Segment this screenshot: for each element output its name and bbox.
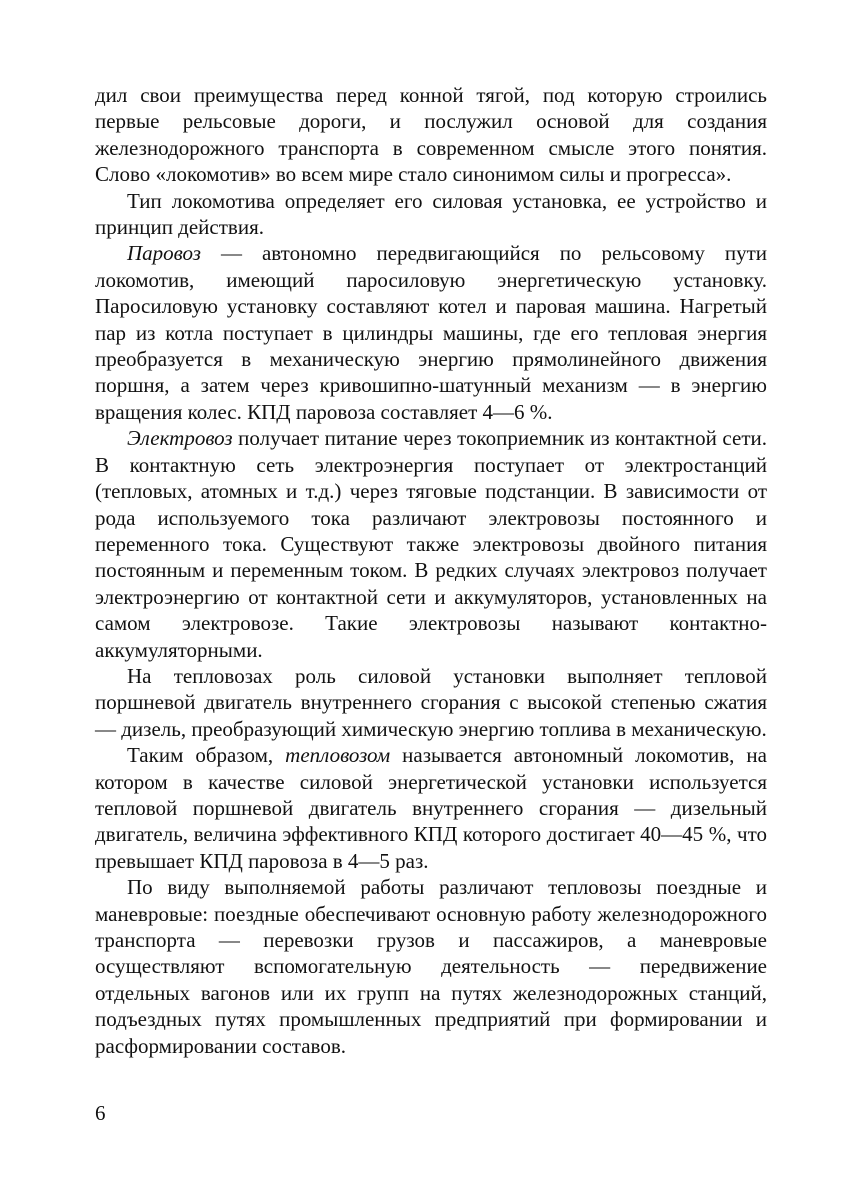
paragraph-text: Таким образом, bbox=[127, 743, 286, 768]
term-steam-locomotive: Паровоз bbox=[127, 241, 201, 266]
paragraph-text: называется автономный локомотив, на котором в качестве силовой энергетической установки используется тепловой поршневой двигатель внутреннего сгорания — дизельный двигатель, величина эффективного КПД которого достигает 40—45 %, что превышает КПД паровоза в 4—5 раз. bbox=[95, 743, 767, 873]
paragraph-continuation bbox=[95, 82, 767, 188]
paragraph-locomotive-type bbox=[95, 188, 767, 241]
paragraph-text: дил свои преимущества перед конной тягой, под которую строились первые рельсовые дороги, и послужил основой для создания железнодорожного транспорта в современном смысле этого понятия. Слово «локомотив» во всем мире стало синонимом силы и прогресса». bbox=[95, 83, 767, 187]
term-electric-locomotive: Электровоз bbox=[127, 426, 233, 451]
paragraph-text: получает питание через токоприемник из контактной сети. В контактную сеть электроэнергия поступает от электростанций (тепловых, атомных и т.д.) через тяговые подстанции. В зависимости от рода используемого тока различают электровозы постоянного и переменного тока. Существуют также электровозы двойного питания постоянным и переменным током. В редких случаях электровоз получает электроэнергию от контактной сети и аккумуляторов, установленных на самом электровозе. Такие электровозы называют контактно-аккумуляторными. bbox=[95, 426, 767, 662]
paragraph-diesel-locomotive bbox=[95, 742, 767, 874]
paragraph-locomotive-kinds bbox=[95, 874, 767, 1059]
page-number: 6 bbox=[95, 1101, 106, 1125]
paragraph-steam-locomotive bbox=[95, 240, 767, 425]
paragraph-text: По виду выполняемой работы различают тепловозы поездные и маневровые: поездные обеспечивают основную работу железнодорожного транспорта — перевозки грузов и пассажиров, а маневровые осуществляют вспомогательную деятельность — передвижение отдельных вагонов или их групп на путях железнодорожных станций, подъездных путях промышленных предприятий при формировании и расформировании составов. bbox=[95, 875, 767, 1058]
term-diesel-locomotive: тепловозом bbox=[285, 743, 391, 768]
paragraph-text: — автономно передвигающийся по рельсовому пути локомотив, имеющий паросиловую энергетическую установку. Паросиловую установку составляют котел и паровая машина. Нагретый пар из котла поступает в цилиндры машины, где его тепловая энергия преобразуется в механическую энергию прямолинейного движения поршня, а затем через кривошипно-шатунный механизм — в энергию вращения колес. КПД паровоза составляет 4—6 %. bbox=[95, 241, 767, 424]
page-body bbox=[95, 82, 767, 1059]
paragraph-diesel-engine bbox=[95, 663, 767, 742]
paragraph-text: Тип локомотива определяет его силовая установка, ее устройство и принцип действия. bbox=[95, 188, 767, 240]
paragraph-electric-locomotive bbox=[95, 425, 767, 663]
paragraph-text: На тепловозах роль силовой установки выполняет тепловой поршневой двигатель внутреннего сгорания с высокой степенью сжатия — дизель, преобразующий химическую энергию топлива в механическую. bbox=[95, 663, 767, 741]
